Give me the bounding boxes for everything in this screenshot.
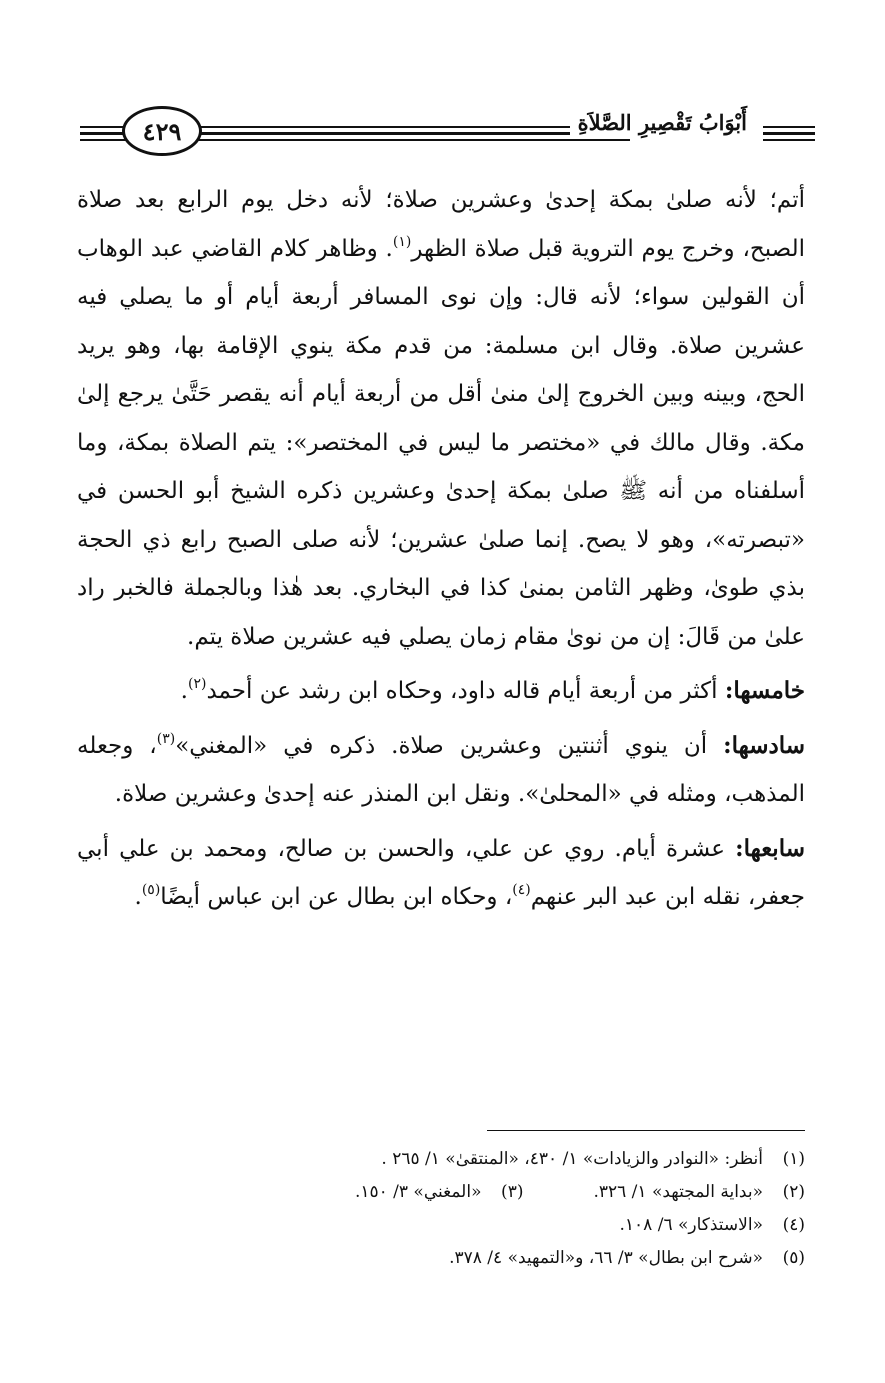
page-header xyxy=(80,100,815,164)
paragraph xyxy=(77,667,805,716)
text-run: ، وحكاه ابن بطال عن ابن عباس أيضًا xyxy=(160,884,513,910)
footnotes xyxy=(77,1143,805,1275)
section-lead: سابعها: xyxy=(735,834,805,862)
paragraph xyxy=(77,722,805,819)
header-rule xyxy=(763,139,815,141)
text-run: . وظاهر كلام القاضي عبد الوهاب أن القولين سواء؛ لأنه قال: وإن نوى المسافر أربعة أيام أو ما يصلي فيه عشرين صلاة. وقال ابن مسلمة: من قدم مكة ينوي الإقامة بها، وهو يريد الحج، وبينه وبين الخروج إلىٰ منىٰ أقل من أربعة أيام أنه يقصر حَتَّىٰ يرجع إلىٰ مكة. وقال مالك في «مختصر ما ليس في المختصر»: يتم الصلاة بمكة، وما أسلفناه من أنه ﷺ صلىٰ بمكة إحدىٰ وعشرين ذكره الشيخ أبو الحسن في «تبصرته»، وهو لا يصح. إنما صلىٰ عشرين؛ لأنه صلى الصبح رابع ذي الحجة بذي طوىٰ، وظهر الثامن بمنىٰ كذا في البخاري. بعد هٰذا وبالجملة فالخبر راد علىٰ من قَالَ: إن من نوىٰ مقام زمان يصلي فيه عشرين صلاة يتم. xyxy=(77,235,805,650)
text-run: أكثر من أربعة أيام قاله داود، وحكاه ابن رشد عن أحمد xyxy=(206,678,725,704)
page-number: ٤٢٩ xyxy=(122,106,202,156)
footnote-marker: (٥) xyxy=(141,882,161,898)
text-run: أن ينوي أثنتين وعشرين صلاة. ذكره في «المغني» xyxy=(175,732,724,759)
footnote xyxy=(77,1176,805,1209)
text-run: ، وجعله المذهب، ومثله في «المحلىٰ». ونقل ابن المنذر عنه إحدىٰ وعشرين صلاة. xyxy=(77,732,805,807)
footnote-marker: (١) xyxy=(392,233,412,250)
footnote-marker: (٣) xyxy=(156,730,176,747)
footnote-number: (٣) xyxy=(501,1182,524,1202)
text-run: عشرة أيام. روي عن علي، والحسن بن صالح، ومحمد بن علي أبي جعفر، نقله ابن عبد البر عنهم xyxy=(77,835,805,910)
footnote-text: «المغني» ٣/ ١٥٠. xyxy=(354,1182,482,1202)
text-run: أتم؛ لأنه صلىٰ بمكة إحدىٰ وعشرين صلاة؛ لأنه دخل يوم الرابع بعد صلاة الصبح، وخرج يوم التروية قبل صلاة الظهر xyxy=(77,187,805,262)
footnote-marker: (٤) xyxy=(512,882,531,898)
text-run: . xyxy=(134,884,142,910)
footnote xyxy=(77,1242,805,1275)
paragraph xyxy=(77,825,805,922)
footnote xyxy=(77,1143,805,1176)
header-rule xyxy=(198,132,630,135)
main-text xyxy=(77,176,805,922)
header-rule xyxy=(763,132,815,135)
footnote-divider xyxy=(487,1130,805,1131)
footnote-number: (١) xyxy=(782,1149,805,1169)
header-rule xyxy=(763,126,815,128)
header-rule xyxy=(198,126,630,128)
footnote-text: أنظر: «النوادر والزيادات» ١/ ٤٣٠، «المنتقىٰ» ١/ ٢٦٥ . xyxy=(381,1149,763,1169)
footnote-number: (٤) xyxy=(782,1215,805,1235)
section-lead: خامسها: xyxy=(724,677,805,704)
section-lead: سادسها: xyxy=(723,731,805,759)
text-run: . xyxy=(180,678,188,704)
paragraph xyxy=(77,176,805,661)
footnote-text: «الاستذكار» ٦/ ١٠٨. xyxy=(619,1215,763,1235)
footnote-number: (٥) xyxy=(782,1248,805,1268)
header-rule xyxy=(198,139,630,141)
header-rule xyxy=(80,132,128,135)
header-rule xyxy=(80,139,128,141)
running-title: أَبْوَابُ تَقْصِيرِ الصَّلاَةِ xyxy=(570,110,755,135)
footnote xyxy=(77,1209,805,1242)
footnote-marker: (٢) xyxy=(187,676,207,692)
footnote-text: «بداية المجتهد» ١/ ٣٢٦. xyxy=(593,1182,763,1202)
header-rule xyxy=(80,126,128,128)
footnote-number: (٢) xyxy=(782,1182,805,1202)
footnote-text: «شرح ابن بطال» ٣/ ٦٦، و«التمهيد» ٤/ ٣٧٨. xyxy=(449,1248,763,1268)
